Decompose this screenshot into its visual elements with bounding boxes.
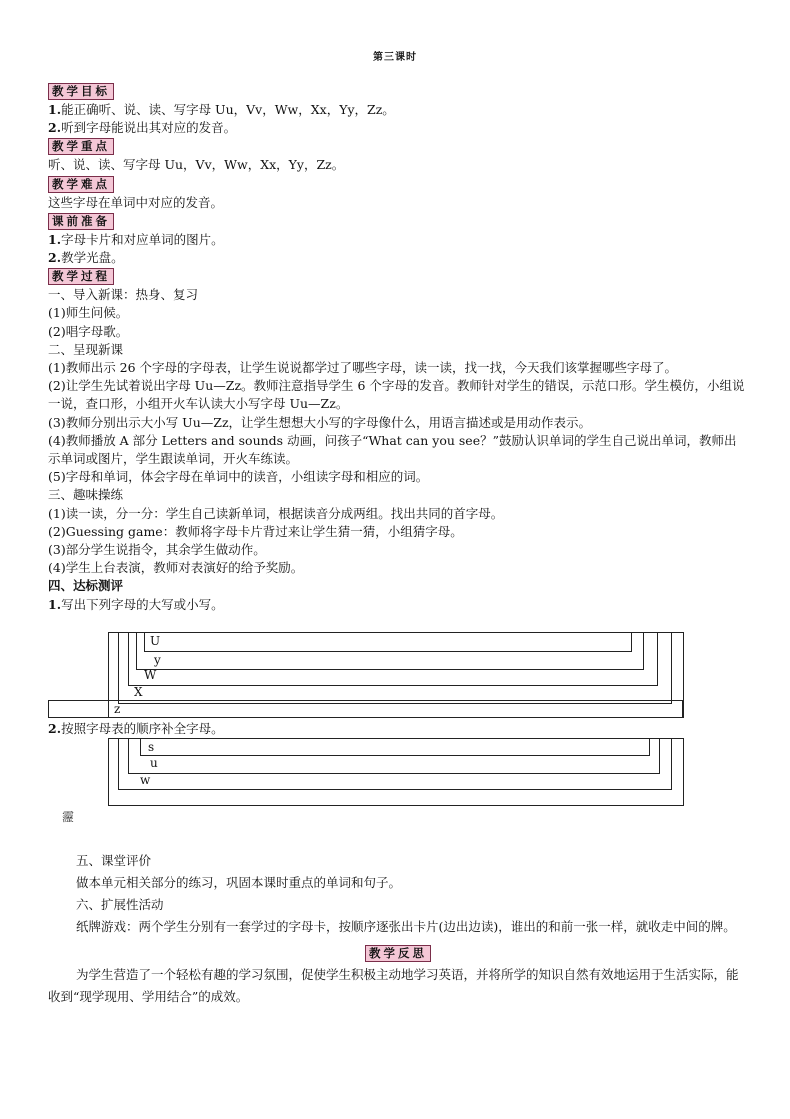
page-title: 第三课时	[373, 52, 417, 63]
list-item: (1)读一读，分一分：学生自己读新单词，根据读音分成两组。找出共同的首字母。	[48, 505, 504, 521]
stray-mark: 靋	[62, 810, 75, 824]
letter-W: W	[144, 668, 157, 682]
key-points-text: 听、说、读、写字母 Uu，Vv，Ww，Xx，Yy，Zz。	[48, 157, 345, 173]
exercise-1-row-z	[108, 700, 683, 718]
list-item: (3)部分学生说指令，其余学生做动作。	[48, 542, 266, 558]
section-1-title: 一、导入新课：热身、复习	[48, 287, 199, 303]
section-5-title: 五、课堂评价	[76, 853, 152, 868]
letter-U: U	[150, 634, 161, 648]
header-objectives: 教学目标	[48, 83, 114, 100]
letter-s: s	[148, 740, 155, 754]
exercise-1-box-inner	[144, 632, 632, 652]
list-item: (3)教师分别出示大小写 Uu—Zz，让学生想想大小写的字母像什么，用语言描述或是用动作表示。	[48, 414, 592, 430]
section-3-title: 三、趣味操练	[48, 487, 124, 503]
list-item: (2)让学生先试着说出字母 Uu—Zz。教师注意指导学生 6 个字母的发音。教师针对学生的错误，示范口形。学生模仿，小组说一说，查口形，小组开火车认读大小写字母 Uu—Zz。	[48, 378, 745, 412]
objective-item-1: 1.能正确听、说、读、写字母 Uu，Vv，Ww，Xx，Yy，Zz。	[48, 102, 395, 117]
list-item: (5)字母和单词，体会字母在单词中的读音，小组读字母和相应的词。	[48, 469, 429, 485]
preparation-item-1: 1.字母卡片和对应单词的图片。	[48, 231, 224, 247]
list-item: (4)教师播放 A 部分 Letters and sounds 动画，问孩子“What can you see？”鼓励认识单词的学生自己说出单词，教师出示单词或图片，学生跟读单词，开火车练读。	[48, 432, 737, 467]
list-item: (2)唱字母歌。	[48, 323, 129, 339]
lower-content	[48, 850, 748, 1008]
letter-y: y	[154, 653, 161, 667]
preparation-item-2: 2.教学光盘。	[48, 250, 124, 266]
header-reflection: 教学反思	[365, 945, 431, 962]
header-preparation: 课前准备	[48, 213, 114, 230]
exercise-1-row-z-left	[48, 700, 109, 718]
section-5-text: 做本单元相关部分的练习，巩固本课时重点的单词和句子。	[76, 875, 402, 890]
letter-u: u	[150, 756, 158, 770]
header-difficulties: 教学难点	[48, 176, 114, 193]
header-process: 教学过程	[48, 268, 114, 285]
objective-item-2: 2.听到字母能说出其对应的发音。	[48, 120, 237, 136]
exercise-1-prompt: 1.写出下列字母的大写或小写。	[48, 596, 224, 612]
letter-X: X	[134, 685, 143, 699]
difficulties-text: 这些字母在单词中对应的发音。	[48, 194, 224, 210]
exercise-2-box-inner	[140, 738, 650, 756]
header-key-points: 教学重点	[48, 138, 114, 155]
section-2-title: 二、呈现新课	[48, 341, 124, 357]
letter-z: z	[114, 702, 121, 716]
section-4-title: 四、达标测评	[48, 578, 124, 594]
letter-w: w	[140, 773, 151, 787]
list-item: (1)教师出示 26 个字母的字母表，让学生说说都学过了哪些字母，读一读，找一找，今天我们该掌握哪些字母了。	[48, 360, 678, 376]
exercise-2-prompt: 2.按照字母表的顺序补全字母。	[48, 721, 224, 736]
section-6-text: 纸牌游戏：两个学生分别有一套学过的字母卡，按顺序逐张出卡片(边出边读)，谁出的和前一张一样，就收走中间的牌。	[76, 919, 736, 934]
section-6-title: 六、扩展性活动	[76, 897, 164, 912]
list-item: (1)师生问候。	[48, 305, 129, 321]
list-item: (4)学生上台表演，教师对表演好的给予奖励。	[48, 560, 304, 576]
main-content	[48, 82, 748, 614]
reflection-text: 为学生营造了一个轻松有趣的学习氛围，促使学生积极主动地学习英语，并将所学的知识自然有效地运用于生活实际，能收到“现学现用、学用结合”的成效。	[48, 967, 739, 1004]
list-item: (2)Guessing game：教师将字母卡片背过来让学生猜一猜，小组猜字母。	[48, 523, 463, 539]
